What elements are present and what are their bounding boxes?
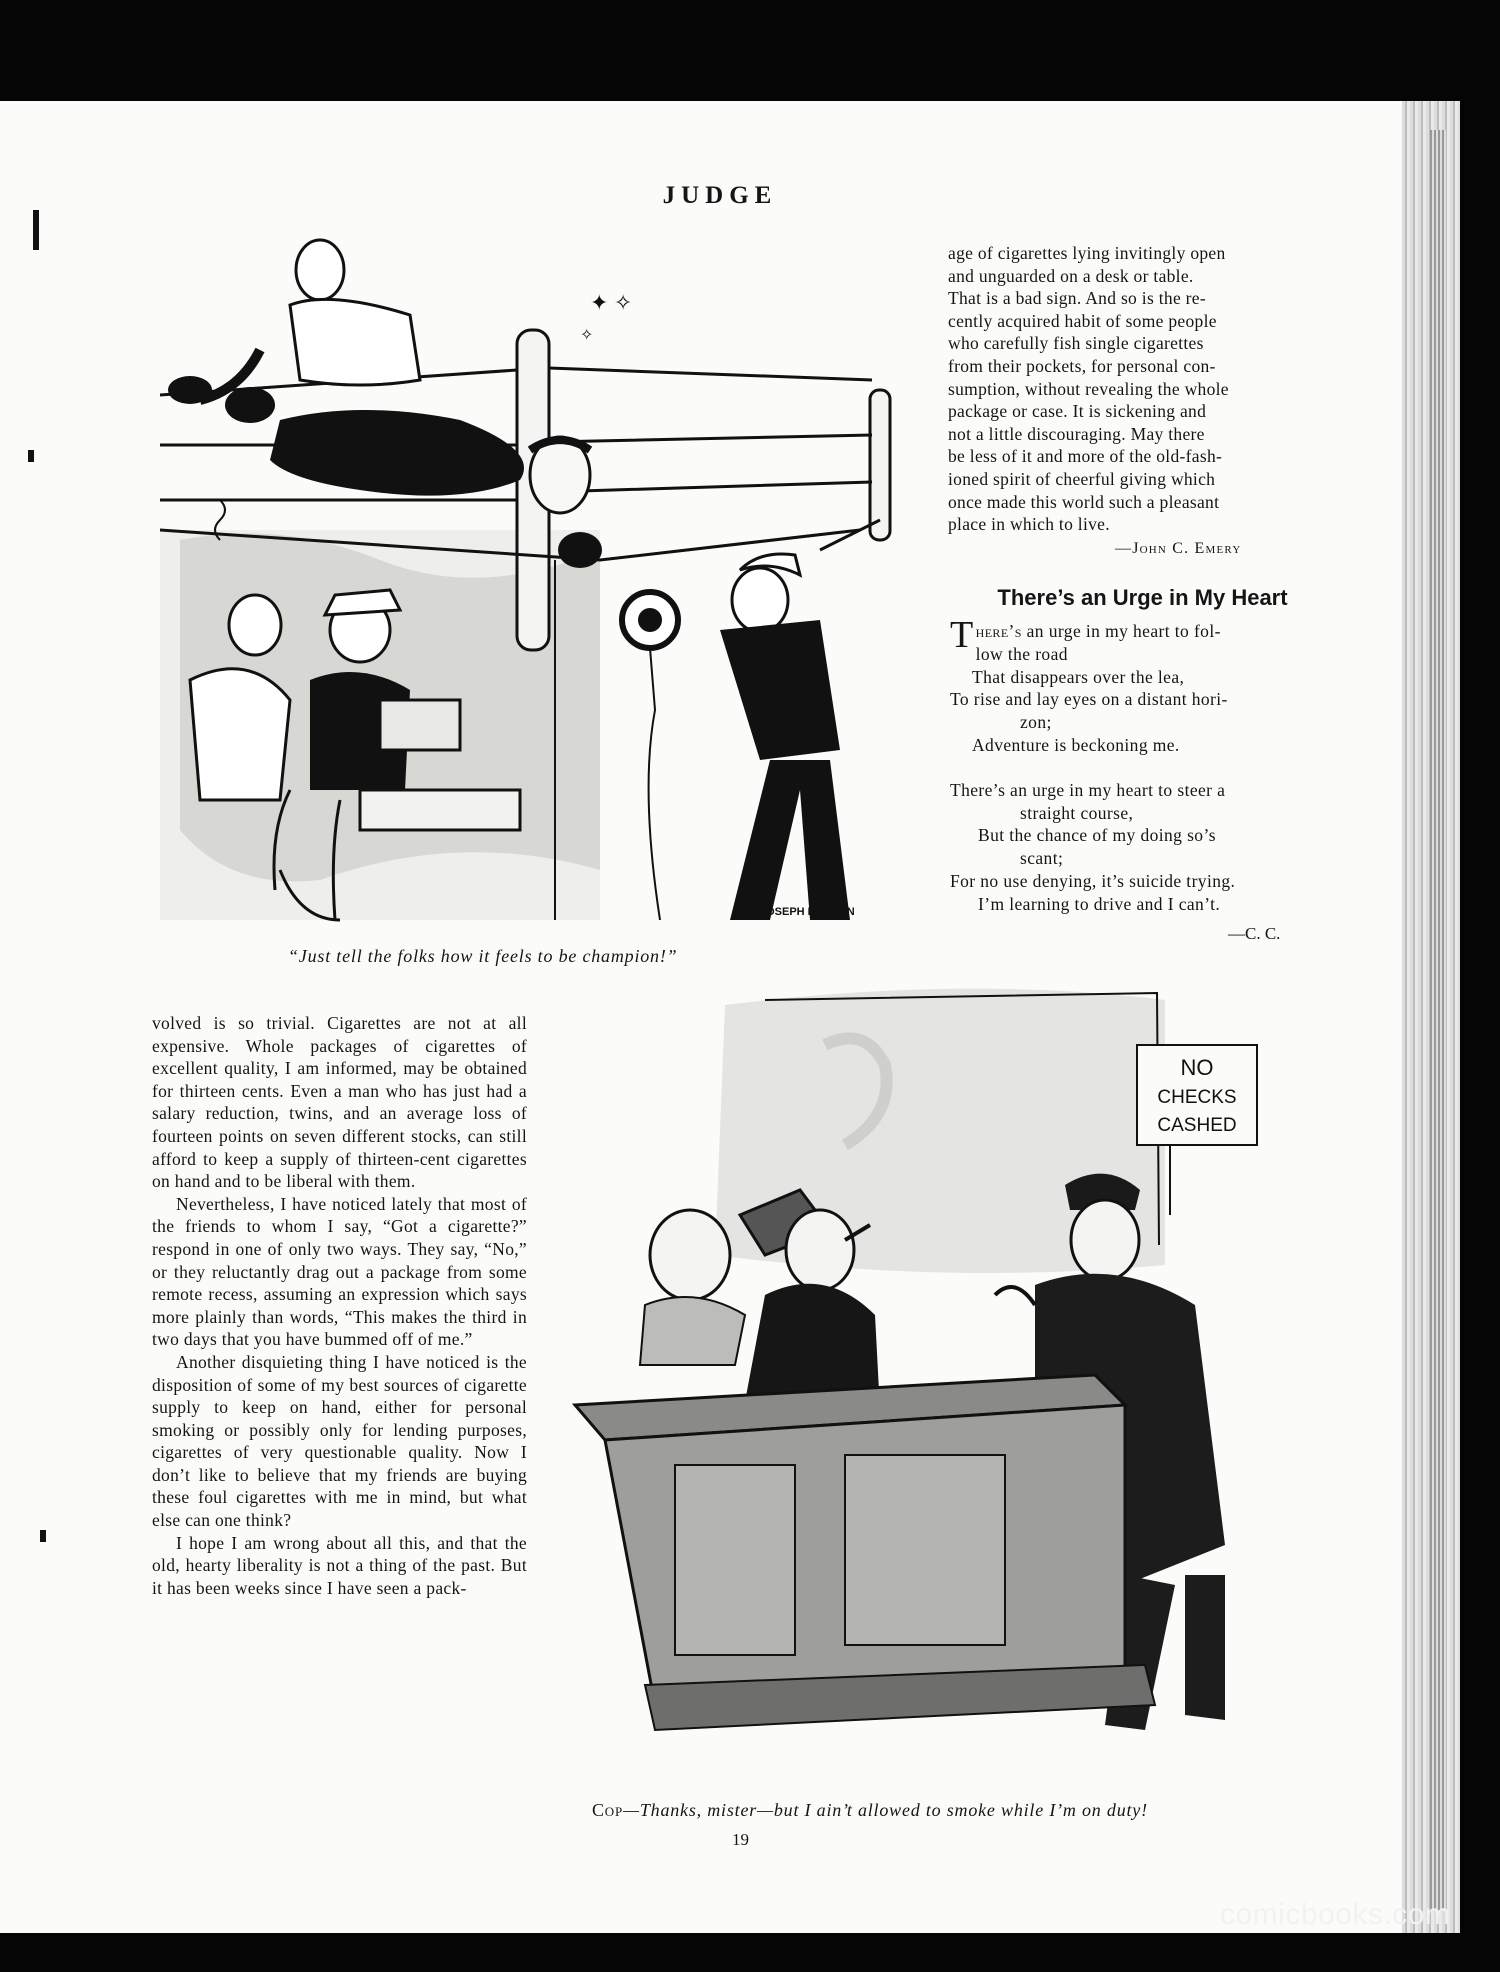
poem-line: I’m learning to drive and I can’t. bbox=[978, 893, 1221, 914]
poem-title: There’s an Urge in My Heart bbox=[997, 585, 1288, 610]
right-column-line: once made this world such a pleasant bbox=[948, 491, 1220, 512]
boxing-cartoon bbox=[160, 230, 910, 930]
poem-body bbox=[950, 614, 1330, 916]
binding-mark bbox=[28, 450, 34, 462]
watermark: comicbooks.com bbox=[1220, 1898, 1451, 1931]
poem-line: But the chance of my doing so’s bbox=[978, 825, 1216, 846]
svg-text:✦ ✧: ✦ ✧ bbox=[590, 290, 633, 315]
right-column-line: That is a bad sign. And so is the re- bbox=[948, 288, 1207, 309]
sign-line: CASHED bbox=[1157, 1115, 1237, 1136]
cartoon1-caption: “Just tell the folks how it feels to be champion!” bbox=[288, 946, 678, 966]
sign-line: NO bbox=[1180, 1055, 1214, 1080]
right-column bbox=[948, 242, 1320, 536]
binding-mark bbox=[33, 210, 39, 250]
right-column-line: be less of it and more of the old-fash- bbox=[948, 446, 1223, 467]
poem-signature: —C. C. bbox=[1228, 924, 1281, 943]
poem-line: scant; bbox=[1020, 848, 1064, 869]
left-column-paragraph: I hope I am wrong about all this, and that the old, hearty liberality is not a thing of the past. But it has been weeks since I have seen a pack- bbox=[152, 1532, 527, 1598]
caption-speaker: Cop bbox=[592, 1800, 624, 1820]
right-column-line: age of cigarettes lying invitingly open bbox=[948, 243, 1226, 263]
poem-line: zon; bbox=[1020, 712, 1052, 733]
poem-line: an urge in my heart to fol- bbox=[1021, 621, 1221, 641]
poem-line: To rise and lay eyes on a distant hori- bbox=[950, 689, 1228, 710]
poem-line: straight course, bbox=[1020, 802, 1134, 823]
left-column-paragraph: volved is so trivial. Cigarettes are not at all expensive. Whole packages of cigarettes of excellent quality, I am informed, may be obtained for thirteen cents. Even a man who has just had a salary reduction, twins, and an average loss of fourteen points on seven different stocks, can still afford to keep a supply of thirteen-cent cigarettes on hand and to be liberal with them. bbox=[152, 1013, 527, 1192]
poem-line: Adventure is beckoning me. bbox=[972, 734, 1180, 755]
right-column-line: not a little discouraging. May there bbox=[948, 423, 1205, 444]
left-column bbox=[152, 1012, 527, 1599]
cartoon1-signature: JOSEPH MOLLAN bbox=[760, 906, 855, 918]
sign-line: CHECKS bbox=[1157, 1087, 1237, 1108]
poem-line: For no use denying, it’s suicide trying. bbox=[950, 870, 1236, 891]
left-column-paragraph: Another disquieting thing I have noticed is the disposition of some of my best sources of cigarette supply to keep on hand, either for personal smoking or possibly only for lending purposes, cigarettes of very questionable quality. Now I don’t like to believe that my friends are buying these foul cigarettes with me in mind, but what else can one think? bbox=[152, 1351, 527, 1531]
right-column-line: ioned spirit of cheerful giving which bbox=[948, 468, 1216, 489]
right-column-line: from their pockets, for personal con- bbox=[948, 355, 1216, 376]
poem-dropcap: T bbox=[950, 614, 974, 656]
article-byline: —John C. Emery bbox=[1115, 540, 1242, 557]
right-column-line: cently acquired habit of some people bbox=[948, 310, 1217, 331]
bar-cartoon bbox=[565, 985, 1325, 1785]
page-number: 19 bbox=[732, 1830, 749, 1849]
right-column-line: place in which to live. bbox=[948, 514, 1110, 535]
binding-mark bbox=[40, 1530, 46, 1542]
caption-text: —Thanks, mister—but I ain’t allowed to smoke while I’m on duty! bbox=[623, 1800, 1148, 1820]
svg-text:✧: ✧ bbox=[580, 327, 594, 344]
right-column-line: and unguarded on a desk or table. bbox=[948, 265, 1194, 286]
cartoon2-caption bbox=[592, 1800, 1148, 1821]
poem-first-word: here’s bbox=[975, 621, 1022, 641]
poem-line: That disappears over the lea, bbox=[972, 666, 1185, 687]
page-stack-edge-inner bbox=[1430, 130, 1446, 1910]
poem-line: low the road bbox=[975, 643, 1068, 664]
left-column-paragraph: Nevertheless, I have noticed lately that most of the friends to whom I say, “Got a cigarette?” respond in one of only two ways. They say, “No,” or they reluctantly drag out a package from some remote recess, assuming an expression which says more plainly than words, “This makes the third in two days that you have bummed off of me.” bbox=[152, 1193, 527, 1350]
right-column-line: package or case. It is sickening and bbox=[948, 401, 1207, 422]
page-header: JUDGE bbox=[662, 182, 778, 209]
right-column-line: sumption, without revealing the whole bbox=[948, 378, 1229, 399]
poem-line: There’s an urge in my heart to steer a bbox=[950, 779, 1226, 800]
right-column-line: who carefully fish single cigarettes bbox=[948, 333, 1204, 354]
